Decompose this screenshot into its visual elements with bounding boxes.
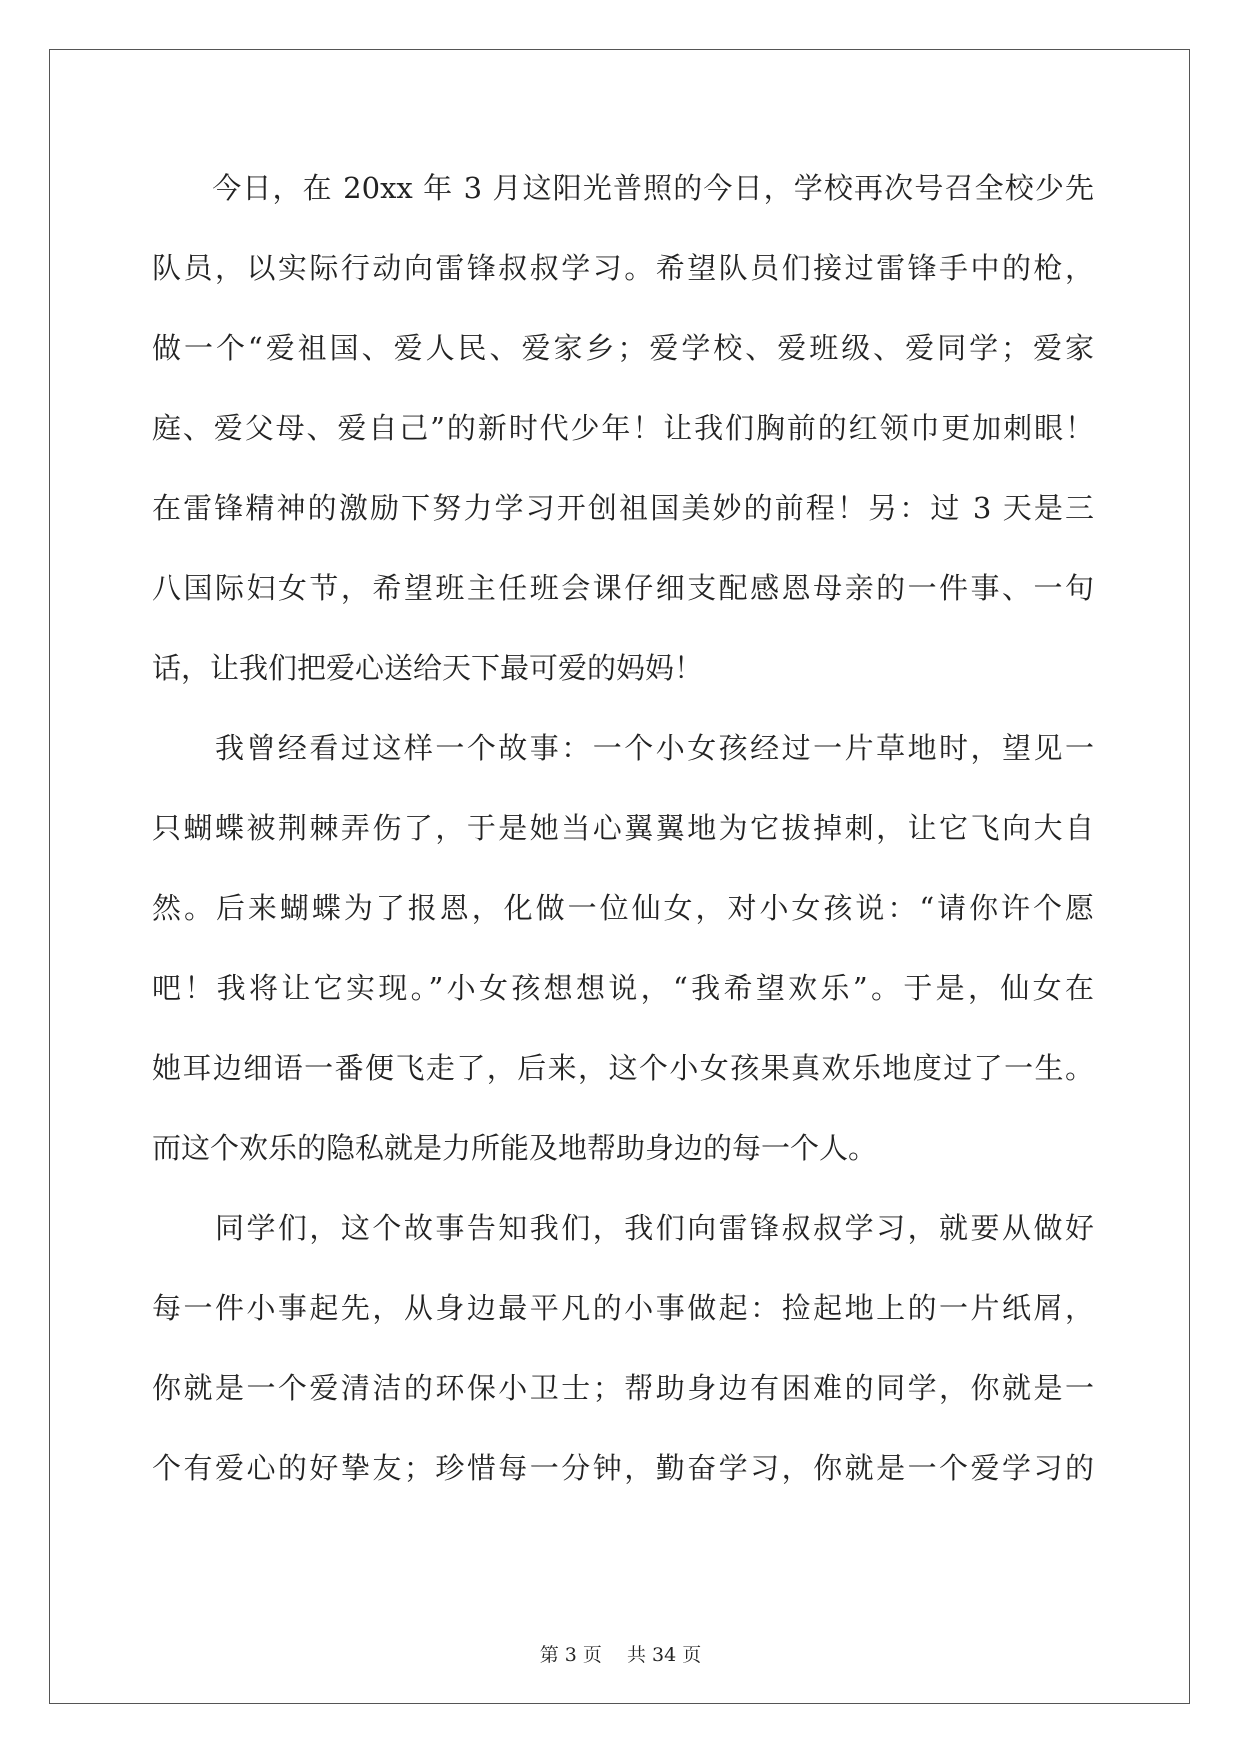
page-number-footer: 第 3 页 共 34 页 — [539, 1644, 702, 1666]
text-line: 做一个“爱祖国、爱人民、爱家乡；爱学校、爱班级、爱同学；爱家 — [152, 331, 1094, 365]
document-body — [152, 148, 1094, 1508]
text-line: 同学们，这个故事告知我们，我们向雷锋叔叔学习，就要从做好 — [152, 1211, 1094, 1245]
text-line: 她耳边细语一番便飞走了，后来，这个小女孩果真欢乐地度过了一生。 — [152, 1051, 1094, 1085]
text-line: 今日，在 20xx 年 3 月这阳光普照的今日，学校再次号召全校少先 — [152, 171, 1094, 205]
text-line: 八国际妇女节，希望班主任班会课仔细支配感恩母亲的一件事、一句 — [152, 571, 1094, 605]
text-line: 你就是一个爱清洁的环保小卫士；帮助身边有困难的同学，你就是一 — [152, 1371, 1094, 1405]
text-line: 只蝴蝶被荆棘弄伤了，于是她当心翼翼地为它拔掉刺，让它飞向大自 — [152, 811, 1094, 845]
text-line: 而这个欢乐的隐私就是力所能及地帮助身边的每一个人。 — [152, 1131, 878, 1165]
text-line: 个有爱心的好挚友；珍惜每一分钟，勤奋学习，你就是一个爱学习的 — [152, 1451, 1094, 1485]
text-line: 吧！我将让它实现。”小女孩想想说，“我希望欢乐”。于是，仙女在 — [152, 971, 1094, 1005]
text-line: 在雷锋精神的激励下努力学习开创祖国美妙的前程！另：过 3 天是三 — [152, 491, 1094, 525]
text-line: 然。后来蝴蝶为了报恩，化做一位仙女，对小女孩说：“请你许个愿 — [152, 891, 1094, 925]
text-line: 每一件小事起先，从身边最平凡的小事做起：捡起地上的一片纸屑， — [152, 1291, 1094, 1325]
text-line: 庭、爱父母、爱自己”的新时代少年！让我们胸前的红领巾更加刺眼！ — [152, 411, 1094, 445]
text-line: 话，让我们把爱心送给天下最可爱的妈妈！ — [152, 651, 704, 685]
text-line: 队员，以实际行动向雷锋叔叔学习。希望队员们接过雷锋手中的枪， — [152, 251, 1094, 285]
text-line: 我曾经看过这样一个故事：一个小女孩经过一片草地时，望见一 — [152, 731, 1094, 765]
